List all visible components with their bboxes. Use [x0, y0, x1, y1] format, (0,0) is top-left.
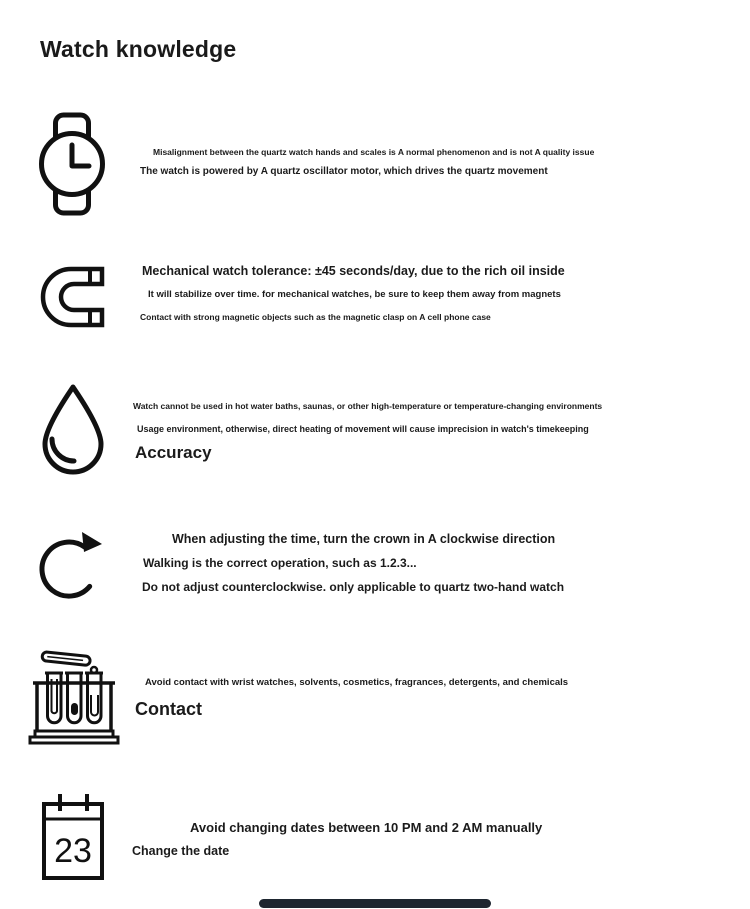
- home-indicator-bar: [259, 899, 491, 908]
- chemical-contact-note: Avoid contact with wrist watches, solvents, cosmetics, fragrances, detergents, and chemicals: [145, 677, 569, 688]
- walking-operation-note: Walking is the correct operation, such as 1.2.3...: [143, 556, 417, 570]
- magnet-warning-note: It will stabilize over time. for mechanical watches, be sure to keep them away from magnets: [148, 289, 561, 300]
- hot-water-warning-note: Watch cannot be used in hot water baths, saunas, or other high-temperature or temperature-changing environments: [133, 401, 603, 411]
- quartz-misalignment-note: Misalignment between the quartz watch hands and scales is A normal phenomenon and is not A quality issue: [153, 147, 595, 157]
- contact-heading: Contact: [135, 699, 202, 719]
- accuracy-heading: Accuracy: [135, 443, 212, 462]
- wristwatch-icon: [38, 112, 106, 216]
- magnetic-contact-note: Contact with strong magnetic objects such as the magnetic clasp on A cell phone case: [140, 312, 491, 322]
- date-change-warning-heading: Avoid changing dates between 10 PM and 2 AM manually: [190, 820, 543, 835]
- water-drop-icon: [36, 383, 110, 475]
- page-title: Watch knowledge: [40, 36, 237, 62]
- counterclockwise-warning-note: Do not adjust counterclockwise. only applicable to quartz two-hand watch: [142, 580, 565, 594]
- test-tubes-icon: [28, 643, 120, 747]
- clockwise-arrow-icon: [35, 523, 107, 609]
- clockwise-adjust-heading: When adjusting the time, turn the crown in A clockwise direction: [172, 532, 556, 546]
- mechanical-tolerance-heading: Mechanical watch tolerance: ±45 seconds/day, due to the rich oil inside: [142, 264, 565, 278]
- change-the-date-note: Change the date: [132, 844, 230, 858]
- calendar-day-number: 23: [54, 832, 92, 870]
- quartz-movement-note: The watch is powered by A quartz oscillator motor, which drives the quartz movement: [140, 166, 548, 177]
- magnet-icon: [40, 262, 106, 332]
- usage-environment-note: Usage environment, otherwise, direct heating of movement will cause imprecision in watch's timekeeping: [137, 424, 589, 434]
- calendar-icon: [40, 788, 106, 882]
